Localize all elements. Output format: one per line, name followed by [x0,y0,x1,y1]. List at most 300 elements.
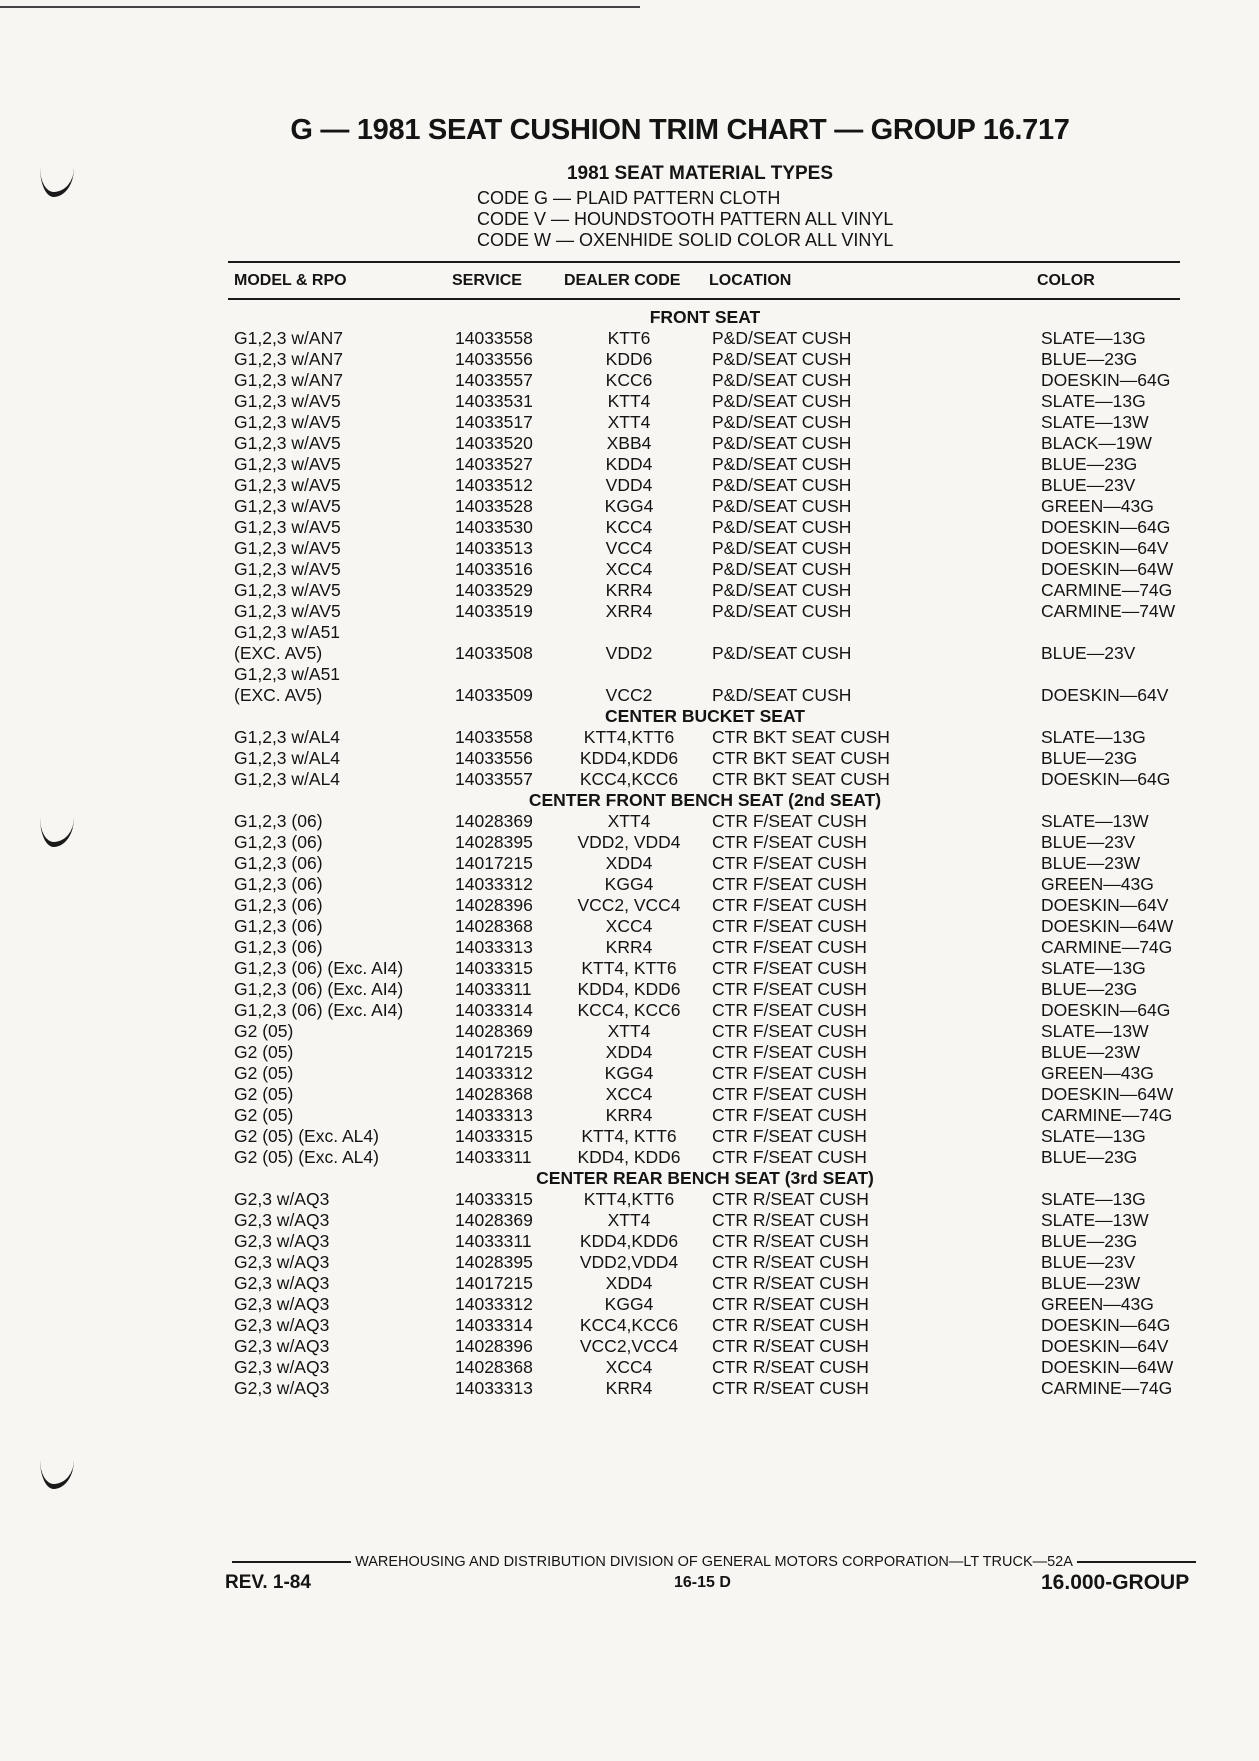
dealer-code-cell: KCC4,KCC6 [579,1315,679,1335]
service-cell: 14033531 [455,391,533,411]
dealer-code-cell: KCC4,KCC6 [579,769,679,789]
color-cell: BLUE—23G [1041,349,1138,369]
color-cell: DOESKIN—64G [1041,517,1171,537]
service-cell: 14033508 [455,643,533,663]
location-cell: CTR R/SEAT CUSH [712,1273,869,1293]
model-cell: G1,2,3 w/AV5 [234,433,341,453]
color-cell: SLATE—13G [1041,1189,1146,1209]
model-cell: G1,2,3 (06) [234,916,323,936]
table-row [0,559,1259,580]
table-row [0,496,1259,517]
dealer-code-cell: KCC4 [605,517,653,537]
dealer-code-cell: XDD4 [605,853,653,873]
dealer-code-cell: XCC4 [605,559,653,579]
model-cell: G1,2,3 (06) [234,811,323,831]
service-cell: 14033311 [455,979,532,999]
column-header-dealer-code: DEALER CODE [564,272,681,289]
color-cell: DOESKIN—64V [1041,685,1169,705]
table-row [0,370,1259,391]
footer-division-line [228,1554,1200,1570]
table-row [0,916,1259,937]
color-cell: CARMINE—74G [1041,580,1173,600]
model-cell: G2 (05) [234,1042,294,1062]
dealer-code-cell: KTT6 [607,328,651,348]
model-cell: G1,2,3 w/AN7 [234,370,343,390]
service-cell: 14033517 [455,412,533,432]
model-cell: (EXC. AV5) [234,685,323,705]
binder-hole-mark-bottom [40,1460,74,1489]
location-cell: CTR R/SEAT CUSH [712,1294,869,1314]
footer-division-text: WAREHOUSING AND DISTRIBUTION DIVISION OF GENERAL MOTORS CORPORATION—LT TRUCK—52A [355,1554,1073,1570]
service-cell: 14028396 [455,1336,533,1356]
dealer-code-cell: KTT4,KTT6 [583,727,675,747]
color-cell: GREEN—43G [1041,1294,1154,1314]
service-cell: 14017215 [455,1042,533,1062]
dealer-code-cell: VCC2,VCC4 [579,1336,679,1356]
table-top-rule [228,261,1180,263]
color-cell: CARMINE—74G [1041,937,1173,957]
color-cell: SLATE—13W [1041,1210,1149,1230]
table-row [0,685,1259,706]
service-cell: 14033557 [455,370,533,390]
table-row [0,769,1259,790]
location-cell: CTR R/SEAT CUSH [712,1336,869,1356]
model-cell: G2 (05) [234,1105,294,1125]
service-cell: 14028369 [455,1210,533,1230]
dealer-code-cell: KDD4,KDD6 [579,748,679,768]
service-cell: 14033312 [455,874,533,894]
model-cell: G1,2,3 (06) (Exc. AI4) [234,958,404,978]
model-cell: G1,2,3 w/AV5 [234,601,341,621]
model-cell: G2,3 w/AQ3 [234,1252,330,1272]
color-cell: DOESKIN—64V [1041,1336,1169,1356]
dealer-code-cell: KCC6 [605,370,653,390]
dealer-code-cell: KGG4 [604,874,654,894]
dealer-code-cell: XTT4 [607,412,651,432]
dealer-code-cell: KRR4 [605,1105,653,1125]
model-cell: G1,2,3 w/AL4 [234,748,341,768]
model-cell: G2 (05) [234,1021,294,1041]
dealer-code-cell: KTT4, KTT6 [581,1126,677,1146]
location-cell: P&D/SEAT CUSH [712,370,852,390]
dealer-code-cell: VDD2 [605,643,653,663]
service-cell: 14033516 [455,559,533,579]
color-cell: BLUE—23G [1041,1147,1138,1167]
service-cell: 14033509 [455,685,533,705]
model-cell: G1,2,3 (06) [234,937,323,957]
service-cell: 14033315 [455,1126,533,1146]
location-cell: P&D/SEAT CUSH [712,433,852,453]
dealer-code-cell: XTT4 [607,1021,651,1041]
location-cell: P&D/SEAT CUSH [712,349,852,369]
dealer-code-cell: XTT4 [607,811,651,831]
model-cell: G1,2,3 w/AV5 [234,391,341,411]
color-cell: BLUE—23W [1041,853,1141,873]
material-types-heading: 1981 SEAT MATERIAL TYPES [566,163,834,184]
dealer-code-cell: KDD6 [605,349,653,369]
table-row [0,580,1259,601]
location-cell: CTR F/SEAT CUSH [712,937,867,957]
section-heading-text: CENTER REAR BENCH SEAT (3rd SEAT) [536,1168,874,1188]
material-code-w: CODE W — OXENHIDE SOLID COLOR ALL VINYL [477,230,894,250]
service-cell: 14033315 [455,958,533,978]
dealer-code-cell: KGG4 [604,496,654,516]
service-cell: 14033311 [455,1231,532,1251]
color-cell: BLUE—23W [1041,1273,1141,1293]
color-cell: DOESKIN—64G [1041,1315,1171,1335]
location-cell: P&D/SEAT CUSH [712,454,852,474]
table-row [0,1042,1259,1063]
table-row [0,643,1259,664]
table-row [0,328,1259,349]
model-cell: G1,2,3 (06) (Exc. AI4) [234,979,404,999]
dealer-code-cell: KRR4 [605,580,653,600]
table-row [0,937,1259,958]
group-number: 16.000-GROUP [1041,1571,1190,1594]
service-cell: 14033312 [455,1063,533,1083]
dealer-code-cell: KCC4, KCC6 [577,1000,681,1020]
service-cell: 14033556 [455,748,533,768]
page-number: 16-15 D [674,1574,731,1591]
model-cell: G2 (05) [234,1084,294,1104]
service-cell: 14028369 [455,811,533,831]
model-cell: G1,2,3 (06) [234,853,323,873]
table-row [0,874,1259,895]
service-cell: 14033315 [455,1189,533,1209]
color-cell: CARMINE—74W [1041,601,1176,621]
section-heading [0,307,1259,328]
dealer-code-cell: KDD4 [605,454,653,474]
table-row [0,979,1259,1000]
location-cell: CTR F/SEAT CUSH [712,979,867,999]
color-cell: SLATE—13W [1041,811,1149,831]
trim-table-body [0,307,1259,1399]
color-cell: DOESKIN—64W [1041,559,1174,579]
table-row [0,1063,1259,1084]
dealer-code-cell: KTT4,KTT6 [583,1189,675,1209]
service-cell: 14033313 [455,937,533,957]
service-cell: 14033313 [455,1378,533,1398]
location-cell: CTR F/SEAT CUSH [712,832,867,852]
table-row [0,832,1259,853]
service-cell: 14028368 [455,1357,533,1377]
dealer-code-cell: KRR4 [605,937,653,957]
page-title: G — 1981 SEAT CUSHION TRIM CHART — GROUP 16.717 [290,114,1070,146]
service-cell: 14028395 [455,832,533,852]
color-cell: DOESKIN—64W [1041,1357,1174,1377]
section-heading [0,790,1259,811]
location-cell: CTR BKT SEAT CUSH [712,748,890,768]
location-cell: CTR F/SEAT CUSH [712,1147,867,1167]
color-cell: DOESKIN—64W [1041,916,1174,936]
model-cell: G2,3 w/AQ3 [234,1357,330,1377]
location-cell: CTR F/SEAT CUSH [712,1021,867,1041]
service-cell: 14033558 [455,727,533,747]
location-cell: CTR F/SEAT CUSH [712,958,867,978]
dealer-code-cell: KGG4 [604,1294,654,1314]
color-cell: SLATE—13G [1041,328,1146,348]
dealer-code-cell: KDD4, KDD6 [577,979,681,999]
location-cell: CTR BKT SEAT CUSH [712,727,890,747]
service-cell: 14033527 [455,454,533,474]
location-cell: P&D/SEAT CUSH [712,328,852,348]
table-row [0,727,1259,748]
dealer-code-cell: XBB4 [606,433,652,453]
column-header-model: MODEL & RPO [234,272,347,289]
location-cell: CTR R/SEAT CUSH [712,1357,869,1377]
color-cell: DOESKIN—64W [1041,1084,1174,1104]
location-cell: CTR F/SEAT CUSH [712,1084,867,1104]
model-cell: G2,3 w/AQ3 [234,1231,330,1251]
color-cell: BLUE—23V [1041,1252,1136,1272]
dealer-code-cell: VDD2, VDD4 [577,832,681,852]
dealer-code-cell: XCC4 [605,916,653,936]
dealer-code-cell: XCC4 [605,1084,653,1104]
location-cell: CTR F/SEAT CUSH [712,853,867,873]
color-cell: CARMINE—74G [1041,1378,1173,1398]
model-cell: G1,2,3 w/AL4 [234,727,341,747]
location-cell: P&D/SEAT CUSH [712,685,852,705]
location-cell: CTR R/SEAT CUSH [712,1315,869,1335]
color-cell: BLUE—23W [1041,1042,1141,1062]
location-cell: CTR F/SEAT CUSH [712,1105,867,1125]
location-cell: CTR F/SEAT CUSH [712,895,867,915]
table-row [0,1273,1259,1294]
color-cell: SLATE—13W [1041,412,1149,432]
table-row [0,748,1259,769]
location-cell: P&D/SEAT CUSH [712,538,852,558]
table-row [0,1294,1259,1315]
service-cell: 14028368 [455,916,533,936]
service-cell: 14033512 [455,475,533,495]
table-row [0,1231,1259,1252]
section-heading-text: CENTER BUCKET SEAT [605,706,805,726]
color-cell: SLATE—13G [1041,727,1146,747]
model-cell: G1,2,3 w/AV5 [234,559,341,579]
table-row [0,1189,1259,1210]
color-cell: BLUE—23V [1041,475,1136,495]
table-row [0,1084,1259,1105]
revision-label: REV. 1-84 [225,1572,311,1593]
location-cell: P&D/SEAT CUSH [712,517,852,537]
location-cell: CTR R/SEAT CUSH [712,1252,869,1272]
service-cell: 14033529 [455,580,533,600]
model-cell: G1,2,3 w/A51 [234,664,341,684]
service-cell: 14033314 [455,1315,533,1335]
model-cell: G2 (05) (Exc. AL4) [234,1147,379,1167]
material-codes-list [477,188,893,251]
dealer-code-cell: KRR4 [605,1378,653,1398]
location-cell: CTR R/SEAT CUSH [712,1231,869,1251]
model-cell: G1,2,3 w/A51 [234,622,341,642]
location-cell: P&D/SEAT CUSH [712,601,852,621]
color-cell: BLUE—23G [1041,748,1138,768]
section-heading [0,1168,1259,1189]
color-cell: DOESKIN—64G [1041,1000,1171,1020]
model-cell: G2,3 w/AQ3 [234,1294,330,1314]
table-row [0,601,1259,622]
table-row [0,349,1259,370]
model-cell: G2,3 w/AQ3 [234,1273,330,1293]
location-cell: CTR BKT SEAT CUSH [712,769,890,789]
location-cell: CTR F/SEAT CUSH [712,1126,867,1146]
color-cell: DOESKIN—64G [1041,769,1171,789]
table-row [0,958,1259,979]
location-cell: P&D/SEAT CUSH [712,475,852,495]
model-cell: G1,2,3 w/AV5 [234,538,341,558]
model-cell: (EXC. AV5) [234,643,323,663]
color-cell: GREEN—43G [1041,1063,1154,1083]
table-row [0,412,1259,433]
model-cell: G2,3 w/AQ3 [234,1210,330,1230]
table-row [0,1126,1259,1147]
material-code-g: CODE G — PLAID PATTERN CLOTH [477,188,781,208]
dealer-code-cell: KGG4 [604,1063,654,1083]
table-row [0,1336,1259,1357]
table-row [0,1357,1259,1378]
section-heading-text: FRONT SEAT [649,307,761,327]
table-row [0,811,1259,832]
color-cell: DOESKIN—64G [1041,370,1171,390]
column-header-color: COLOR [1037,272,1095,289]
model-cell: G1,2,3 w/AV5 [234,454,341,474]
model-cell: G1,2,3 w/AV5 [234,412,341,432]
location-cell: P&D/SEAT CUSH [712,391,852,411]
service-cell: 14017215 [455,853,533,873]
location-cell: P&D/SEAT CUSH [712,559,852,579]
location-cell: P&D/SEAT CUSH [712,412,852,432]
service-cell: 14033556 [455,349,533,369]
column-header-location: LOCATION [709,272,792,289]
dealer-code-cell: XTT4 [607,1210,651,1230]
service-cell: 14033314 [455,1000,533,1020]
table-row [0,664,1259,685]
material-code-v: CODE V — HOUNDSTOOTH PATTERN ALL VINYL [477,209,894,229]
model-cell: G2,3 w/AQ3 [234,1336,330,1356]
table-row [0,475,1259,496]
model-cell: G2 (05) [234,1063,294,1083]
table-row [0,1000,1259,1021]
service-cell: 14033311 [455,1147,532,1167]
dealer-code-cell: KDD4, KDD6 [577,1147,681,1167]
section-heading [0,706,1259,727]
footer-rule-left [232,1561,351,1563]
table-row [0,1021,1259,1042]
model-cell: G2,3 w/AQ3 [234,1378,330,1398]
dealer-code-cell: VCC2 [605,685,653,705]
table-row [0,895,1259,916]
table-row [0,1147,1259,1168]
color-cell: DOESKIN—64V [1041,538,1169,558]
location-cell: CTR F/SEAT CUSH [712,1063,867,1083]
table-row [0,853,1259,874]
color-cell: BLACK—19W [1041,433,1152,453]
model-cell: G1,2,3 (06) [234,832,323,852]
table-row [0,622,1259,643]
service-cell: 14028368 [455,1084,533,1104]
color-cell: SLATE—13G [1041,391,1146,411]
location-cell: CTR F/SEAT CUSH [712,1000,867,1020]
model-cell: G1,2,3 w/AL4 [234,769,341,789]
color-cell: BLUE—23V [1041,643,1136,663]
binder-hole-mark-top [40,168,74,197]
dealer-code-cell: KTT4, KTT6 [581,958,677,978]
model-cell: G1,2,3 w/AV5 [234,580,341,600]
service-cell: 14033558 [455,328,533,348]
location-cell: P&D/SEAT CUSH [712,580,852,600]
model-cell: G1,2,3 (06) (Exc. AI4) [234,1000,404,1020]
location-cell: CTR R/SEAT CUSH [712,1210,869,1230]
color-cell: GREEN—43G [1041,874,1154,894]
location-cell: CTR F/SEAT CUSH [712,916,867,936]
dealer-code-cell: XCC4 [605,1357,653,1377]
model-cell: G2,3 w/AQ3 [234,1315,330,1335]
dealer-code-cell: VDD2,VDD4 [579,1252,679,1272]
location-cell: CTR R/SEAT CUSH [712,1189,869,1209]
dealer-code-cell: XDD4 [605,1273,653,1293]
color-cell: BLUE—23V [1041,832,1136,852]
model-cell: G1,2,3 w/AV5 [234,475,341,495]
model-cell: G1,2,3 w/AN7 [234,328,343,348]
service-cell: 14033312 [455,1294,533,1314]
service-cell: 14033528 [455,496,533,516]
table-row [0,1378,1259,1399]
table-row [0,1210,1259,1231]
service-cell: 14033519 [455,601,533,621]
color-cell: SLATE—13W [1041,1021,1149,1041]
color-cell: SLATE—13G [1041,1126,1146,1146]
service-cell: 14028396 [455,895,533,915]
dealer-code-cell: VCC2, VCC4 [577,895,681,915]
dealer-code-cell: VDD4 [605,475,653,495]
model-cell: G2,3 w/AQ3 [234,1189,330,1209]
model-cell: G1,2,3 w/AV5 [234,517,341,537]
service-cell: 14017215 [455,1273,533,1293]
service-cell: 14033520 [455,433,533,453]
dealer-code-cell: XDD4 [605,1042,653,1062]
service-cell: 14033313 [455,1105,533,1125]
table-row [0,391,1259,412]
dealer-code-cell: XRR4 [605,601,653,621]
color-cell: BLUE—23G [1041,1231,1138,1251]
color-cell: BLUE—23G [1041,979,1138,999]
color-cell: DOESKIN—64V [1041,895,1169,915]
location-cell: CTR R/SEAT CUSH [712,1378,869,1398]
color-cell: BLUE—23G [1041,454,1138,474]
section-heading-text: CENTER FRONT BENCH SEAT (2nd SEAT) [528,790,882,810]
location-cell: P&D/SEAT CUSH [712,496,852,516]
dealer-code-cell: KDD4,KDD6 [579,1231,679,1251]
table-row [0,517,1259,538]
location-cell: P&D/SEAT CUSH [712,643,852,663]
table-row [0,1105,1259,1126]
table-header-rule [228,298,1180,300]
table-row [0,1252,1259,1273]
color-cell: GREEN—43G [1041,496,1154,516]
top-edge-line [0,6,640,8]
model-cell: G1,2,3 (06) [234,895,323,915]
service-cell: 14028369 [455,1021,533,1041]
location-cell: CTR F/SEAT CUSH [712,1042,867,1062]
table-row [0,538,1259,559]
model-cell: G1,2,3 (06) [234,874,323,894]
service-cell: 14033557 [455,769,533,789]
table-row [0,1315,1259,1336]
color-cell: SLATE—13G [1041,958,1146,978]
table-row [0,454,1259,475]
location-cell: CTR F/SEAT CUSH [712,874,867,894]
dealer-code-cell: KTT4 [607,391,651,411]
